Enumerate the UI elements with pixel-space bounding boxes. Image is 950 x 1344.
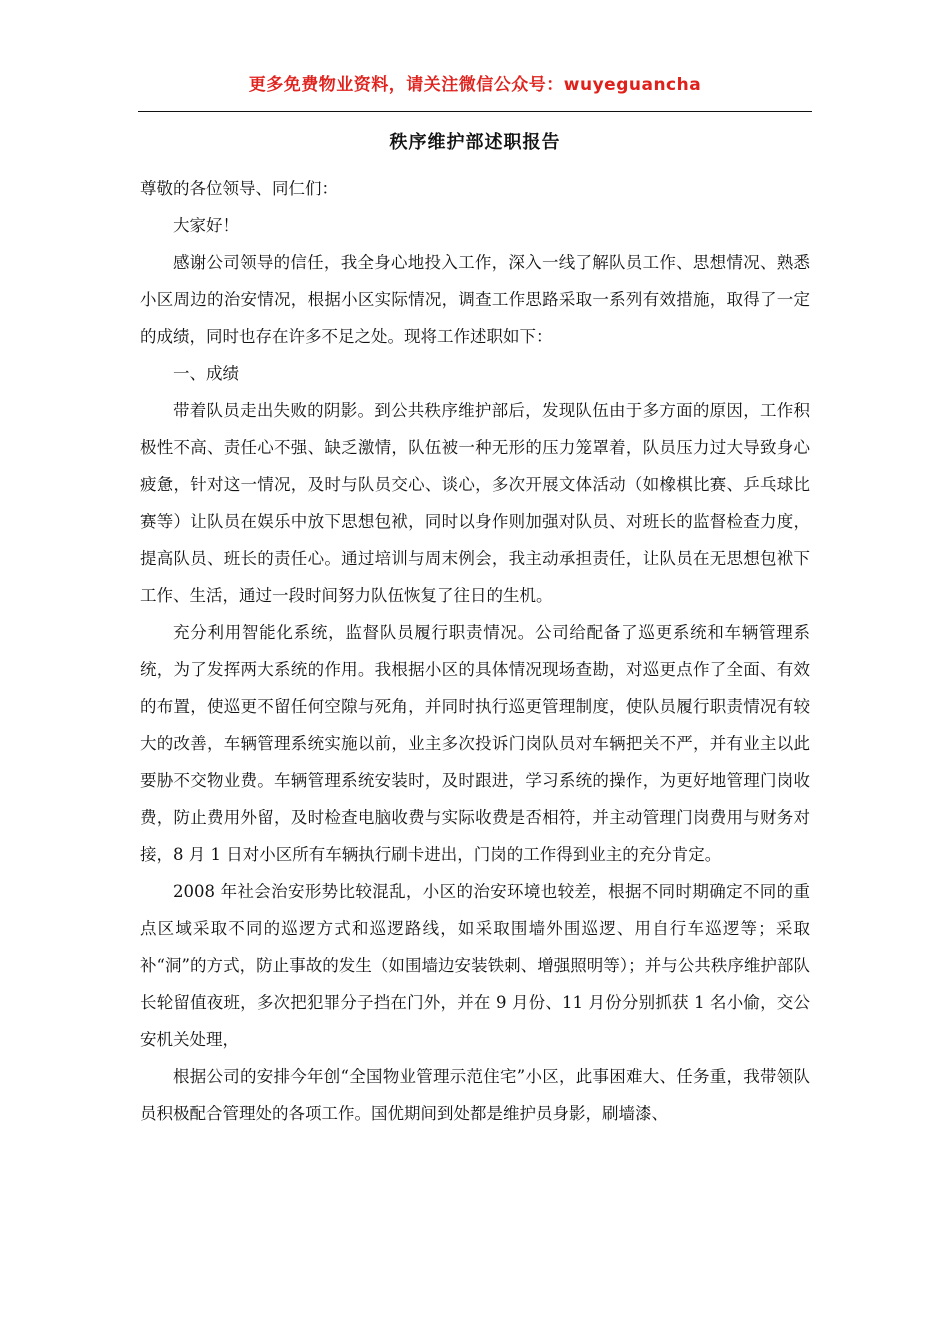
body-paragraph: 2008 年社会治安形势比较混乱，小区的治安环境也较差，根据不同时期确定不同的重点区域采取不同的巡逻方式和巡逻路线，如采取围墙外围巡逻、用自行车巡逻等；采取补“洞”的方式，防止事故的发生（如围墙边安装铁刺、增强照明等）；并与公共秩序维护部队长轮留值夜班，多次把犯罪分子挡在门外，并在 9 月份、11 月份分别抓获 1 名小偷，交公安机关处理，: [140, 882, 810, 1049]
intro-paragraph: 感谢公司领导的信任，我全身心地投入工作，深入一线了解队员工作、思想情况、熟悉小区周边的治安情况，根据小区实际情况，调查工作思路采取一系列有效措施，取得了一定的成绩，同时也存在许多不足之处。现将工作述职如下：: [140, 253, 810, 346]
section-heading: 一、成绩: [173, 364, 239, 383]
salutation: 尊敬的各位领导、同仁们：: [140, 179, 338, 198]
greeting-paragraph: 大家好！: [173, 216, 239, 235]
document-title: 秩序维护部述职报告: [389, 132, 561, 153]
document-body: [140, 170, 810, 1132]
body-paragraph: 充分利用智能化系统，监督队员履行职责情况。公司给配备了巡更系统和车辆管理系统，为了发挥两大系统的作用。我根据小区的具体情况现场查勘，对巡更点作了全面、有效的布置，使巡更不留任何空隙与死角，并同时执行巡更管理制度，使队员履行职责情况有较大的改善，车辆管理系统实施以前，业主多次投诉门岗队员对车辆把关不严，并有业主以此要胁不交物业费。车辆管理系统安装时，及时跟进，学习系统的操作，为更好地管理门岗收费，防止费用外留，及时检查电脑收费与实际收费是否相符，并主动管理门岗费用与财务对接，8 月 1 日对小区所有车辆执行刷卡进出，门岗的工作得到业主的充分肯定。: [140, 623, 810, 864]
body-paragraph: 带着队员走出失败的阴影。到公共秩序维护部后，发现队伍由于多方面的原因，工作积极性不高、责任心不强、缺乏激情，队伍被一种无形的压力笼罩着，队员压力过大导致身心疲惫，针对这一情况，及时与队员交心、谈心，多次开展文体活动（如橡棋比赛、乒乓球比赛等）让队员在娱乐中放下思想包袱，同时以身作则加强对队员、对班长的监督检查力度，提高队员、班长的责任心。通过培训与周末例会，我主动承担责任，让队员在无思想包袱下工作、生活，通过一段时间努力队伍恢复了往日的生机。: [140, 401, 810, 605]
body-paragraph: 根据公司的安排今年创“全国物业管理示范住宅”小区，此事困难大、任务重，我带领队员积极配合管理处的各项工作。国优期间到处都是维护员身影，刷墙漆、: [140, 1067, 810, 1123]
header-promo-note: 更多免费物业资料，请关注微信公众号：wuyeguancha: [248, 75, 702, 95]
header-divider: [138, 111, 812, 112]
